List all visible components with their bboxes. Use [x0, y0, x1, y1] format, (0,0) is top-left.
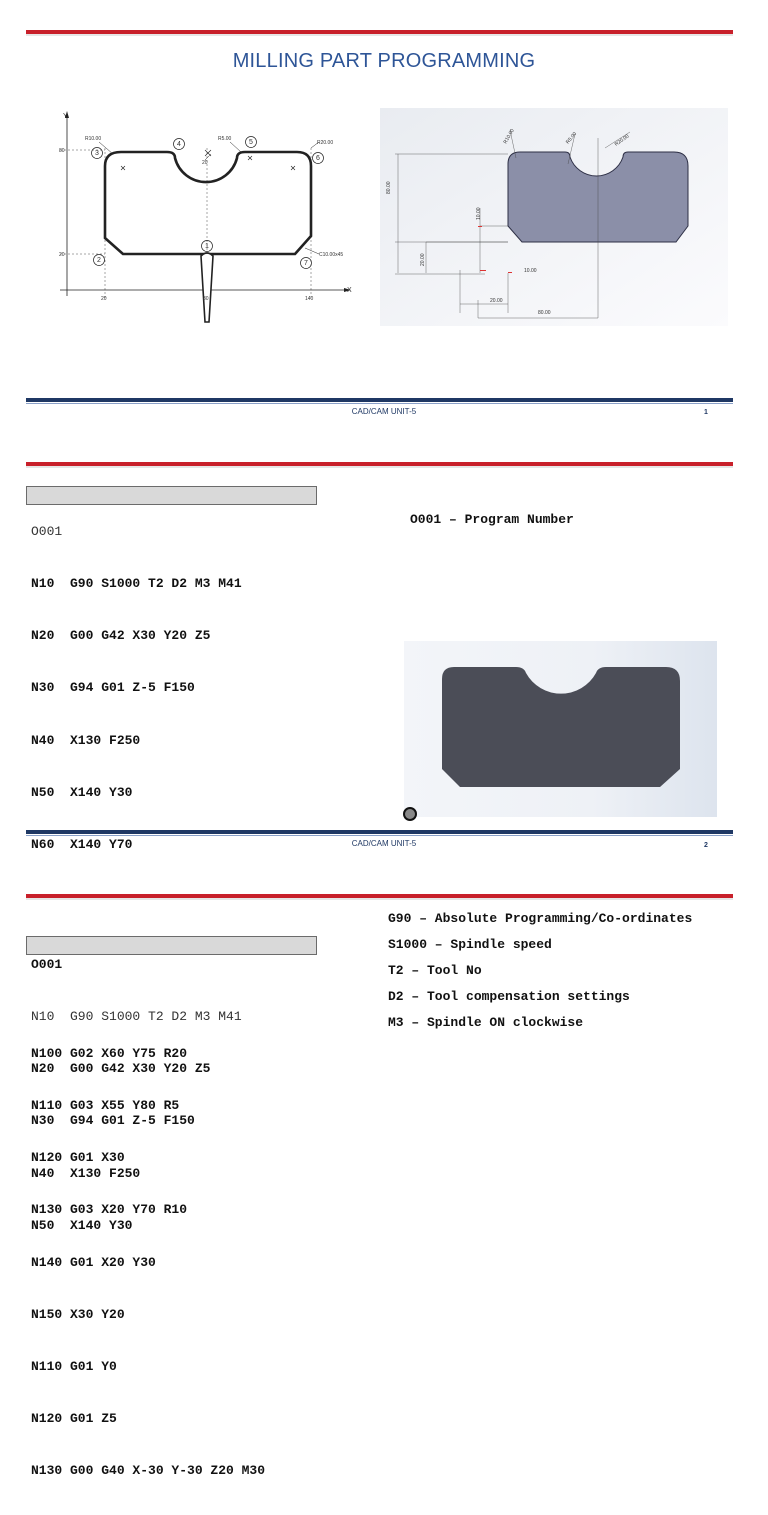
point-7-label: 7	[304, 260, 308, 267]
program-line: N60 X140 Y70	[31, 837, 133, 853]
slide-2-page-number: 2	[704, 842, 708, 849]
slide-2-bottom-bar	[26, 830, 733, 834]
point-2-label: 2	[97, 257, 101, 264]
slide-2-footer: CAD/CAM UNIT-5	[351, 839, 417, 848]
program-line: N150 X30 Y20	[31, 1306, 125, 1322]
r10-label: R10.00	[85, 136, 102, 142]
program-line: N120 G01 Z5	[31, 1411, 117, 1427]
program-line: N20 G00 G42 X30 Y20 Z5	[31, 1061, 211, 1077]
y80-label: 80	[59, 148, 65, 154]
dim-20-horizontal: 20.00	[490, 298, 503, 304]
program-line: N130 G03 X20 Y70 R10	[31, 1202, 188, 1218]
program-line: N20 G00 G42 X30 Y20 Z5	[31, 628, 211, 644]
slide-1-bottom-bar-line	[26, 403, 733, 404]
dim-20-vertical: 20.00	[420, 253, 426, 266]
program-number: O001	[31, 956, 63, 972]
chamfer-label: C10.00x45	[319, 252, 344, 258]
program-line-highlighted: N10 G90 S1000 T2 D2 M3 M41	[31, 1009, 242, 1025]
program-listing	[31, 921, 242, 1269]
dim-80-horizontal: 80.00	[538, 310, 551, 316]
dim-80-vertical: 80.00	[386, 181, 392, 194]
slide-2-bottom-bar-line	[26, 835, 733, 836]
x140-label: 140	[305, 296, 314, 302]
program-line: N140 G01 X20 Y30	[31, 1254, 156, 1270]
program-line: N120 G01 X30	[31, 1150, 125, 1166]
program-line: N110 G01 Y0	[31, 1359, 117, 1375]
cad-model-drawing	[380, 108, 728, 326]
slide-title: MILLING PART PROGRAMMING	[232, 50, 536, 72]
r10-label: R10.00	[502, 128, 516, 145]
explanation-g90: G90 – Absolute Programming/Co-ordinates	[388, 911, 693, 926]
program-line: N110 G03 X55 Y80 R5	[31, 1098, 180, 1114]
program-number-explanation: O001 – Program Number	[410, 512, 574, 527]
program-line: N30 G94 G01 Z-5 F150	[31, 1113, 195, 1129]
r20-label: R20.00	[613, 133, 631, 148]
program-line: N30 G94 G01 Z-5 F150	[31, 680, 195, 696]
program-number: O001	[31, 523, 63, 539]
point-3-label: 3	[95, 150, 99, 157]
x20-label: 20	[101, 296, 107, 302]
slide-3-top-bar-shadow	[26, 898, 733, 900]
point-6-label: 6	[316, 155, 320, 162]
dim-10-vertical: 10.00	[476, 207, 482, 220]
axis-y-label: Y	[63, 113, 68, 120]
part-sketch-drawing	[55, 108, 360, 330]
explanation-d2: D2 – Tool compensation settings	[388, 989, 630, 1004]
cursor-indicator-icon	[402, 806, 418, 822]
program-line: N130 G00 G40 X-30 Y-30 Z20 M30	[31, 1463, 266, 1479]
axis-x-label: X	[347, 287, 352, 294]
point-4-label: 4	[177, 141, 181, 148]
program-line: N10 G90 S1000 T2 D2 M3 M41	[31, 576, 242, 592]
program-line: N40 X130 F250	[31, 1165, 141, 1181]
slide-2-top-bar-shadow	[26, 466, 733, 468]
explanation-m3: M3 – Spindle ON clockwise	[388, 1015, 584, 1030]
m20-label: 20	[202, 160, 208, 166]
explanation-t2: T2 – Tool No	[388, 963, 482, 978]
point-2-label: 1	[205, 243, 209, 250]
program-line: N40 X130 F250	[31, 732, 141, 748]
y20-label: 20	[59, 252, 65, 258]
slide-1-top-bar-shadow	[26, 34, 733, 36]
program-line: N50 X140 Y30	[31, 784, 133, 800]
slide-1-page-number: 1	[704, 409, 708, 416]
slide-1	[0, 0, 768, 440]
r5-label: R5.00	[564, 131, 579, 146]
slide-1-footer: CAD/CAM UNIT-5	[351, 407, 417, 416]
r20-label: R20.00	[317, 140, 334, 146]
x80-label: 80	[203, 296, 209, 302]
r5-label: R5.00	[218, 136, 232, 142]
slide-1-bottom-bar	[26, 398, 733, 402]
point-5-label: 5	[249, 139, 253, 146]
part-render-image	[404, 641, 717, 817]
dim-10-horizontal: 10.00	[524, 268, 537, 274]
program-line: N100 G02 X60 Y75 R20	[31, 1045, 188, 1061]
program-line: N50 X140 Y30	[31, 1217, 133, 1233]
explanation-s1000: S1000 – Spindle speed	[388, 937, 552, 952]
